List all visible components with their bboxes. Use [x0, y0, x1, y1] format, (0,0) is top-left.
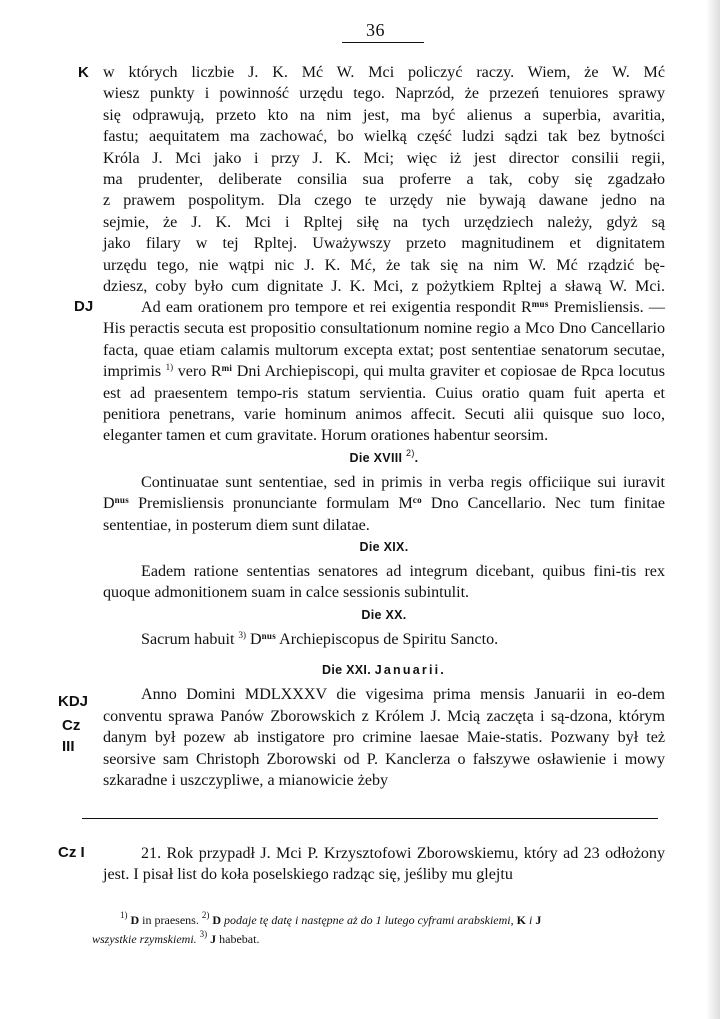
paragraph-text: vero R [173, 363, 222, 381]
footnote-siglum: K [516, 913, 526, 927]
text-line: ma prudenter, deliberate consilia sua proferre a tak, coby się zgadzało [103, 171, 665, 189]
page-edge-shadow [706, 0, 720, 1019]
paragraph-text: Dni Archiepiscopi, qui multa graviter et copiosae de Rpca locutus est ad praesentem tempo-ris statum servientia. Cuius oratio quam fuit aperta et penitiora penetrans, varie hominum animos affecit. Secuti alii quisque suo loco, eleganter tamen et cum gravitate. Horum orationes habentur seorsim. [103, 363, 665, 445]
heading-text: Januarii. [374, 663, 446, 678]
paragraph-text: D [245, 630, 262, 648]
footnote-text: i [525, 913, 536, 927]
heading-die-xx: Die XX. [361, 607, 407, 622]
footnote-siglum: D [130, 913, 140, 927]
margin-siglum-iii: III [62, 738, 75, 755]
heading-text: Die XVIII [349, 450, 407, 465]
text-line: dziesz, coby było cum dignitate J. K. Mci, z pożytkiem Rpltej a sławą W. Mci. [103, 278, 665, 296]
margin-siglum-dj: DJ [74, 298, 94, 315]
footnote-ref: 1) [165, 362, 174, 373]
paragraph-text: Premisliensis. — His peractis secuta est propositio consultationum nomine regio a Mco Dno Cancellario facta, quae etiam calamis multorum excepta extat; post sententiae senatorum secutae, imprimis [103, 299, 665, 381]
footnotes [92, 911, 664, 949]
footnote-text: habebat. [216, 932, 260, 946]
section-divider [82, 818, 658, 819]
paragraph-oratio [103, 297, 665, 447]
paragraph-text: Ad eam orationem pro tempore et rei exigentia respondit R [141, 299, 532, 316]
text-line: Króla J. Mci jako i przy J. K. Mci; więc iż jest director consilii regii, [103, 149, 665, 167]
text-block-cz-i [103, 843, 665, 886]
text-line: fastu; aequitatem ma zachować, bo wielką część ludzi sądzi tak bez bytności [103, 128, 665, 146]
footnote-text: podaje tę datę i następne aż do 1 lutego cyframi arabskiemi, [221, 913, 517, 927]
margin-siglum-cz: Cz [62, 717, 81, 734]
footnote-siglum: J [210, 932, 217, 946]
text-line: urzędu tego, nie wątpi nic J. K. Mć, że tak się na nim W. Mć rządzić bę- [103, 256, 665, 274]
text-line: się odprawują, przeto kto na nim jest, ma być alienus a superbia, avaritia, [103, 106, 665, 124]
page-number: 36 [366, 20, 385, 40]
footnote-line [92, 930, 664, 949]
footnote-text: wszystkie rzymskiemi. [92, 932, 197, 946]
footnote-mark: 2) [201, 910, 210, 920]
footnote-text: in praesens. [139, 913, 202, 927]
paragraph-eadem: Eadem ratione sententias senatores ad integrum dicebant, quibus fini-tis rex quoque admonitionem suam in calce sessionis subintulit. [103, 563, 665, 602]
margin-siglum-k: K [78, 64, 89, 81]
abbrev-superscript: co [412, 495, 422, 506]
heading-die-xviii [103, 447, 665, 472]
paragraph-continuatae [103, 472, 665, 536]
paragraph-anno-domini: Anno Domini MDLXXXV die vigesima prima mensis Januarii in eo-dem conventu sprawa Panów Zborowskich z Królem J. Mcią zaczęta i są-dzona, którym danym był pozew ab instigatore pro crimine laesae Maie-statis. Pozwany był też seorsive sam Christoph Zborowski od P. Kanclerza o fałszywe osławienie i mowy szkaradne i uszczypliwe, a mianowicie żeby [103, 686, 665, 789]
paragraph-text: Archiepiscopus de Spiritu Sancto. [276, 630, 499, 648]
text-flow [103, 297, 665, 791]
footnote-mark: 1) [120, 910, 128, 920]
heading-text: Die XXI. [322, 663, 375, 678]
page-number-rule [342, 42, 424, 43]
paragraph-text: Sacrum habuit [141, 630, 239, 648]
footnote-ref: 2) [406, 447, 415, 458]
text-line: sejmie, że J. K. Mci i Rpltej siłę na tych urzędziech należy, gdyż są [103, 213, 665, 231]
abbrev-superscript: mi [221, 363, 233, 374]
abbrev-superscript: nus [261, 630, 277, 641]
text-block-1 [103, 62, 665, 297]
heading-die-xix: Die XIX. [359, 540, 409, 555]
paragraph-text: Continuatae sunt sententiae, sed in primis in verba regis officiique sui iuravit D [103, 473, 665, 513]
paragraph-sacrum [103, 629, 665, 650]
heading-die-xxi [103, 650, 665, 684]
paragraph-text: Premisliensis pronunciante formulam M [129, 495, 413, 513]
footnote-siglum: D [212, 913, 221, 927]
text-line: z prawem pospolitym. Dla czego te urzędy nie bywają dawane jedno na [103, 192, 665, 210]
footnote-siglum: J [535, 913, 542, 927]
heading-text: . [414, 450, 419, 465]
footnote-ref: 3) [238, 629, 246, 640]
footnote-line [92, 911, 664, 930]
text-line: jako filary w tej Rpltej. Uważywszy przeto magnitudinem et dignitatem [103, 235, 665, 253]
text-line: wiesz punkty i powinność urzędu tego. Naprzód, że przezeń tenuiores sprawy [103, 85, 665, 103]
margin-siglum-kdj: KDJ [58, 693, 89, 710]
margin-siglum-czi: Cz I [58, 844, 85, 861]
paragraph-text: Dno Cancellario. Nec tum finitae sententiae, in posterum diem sunt dilatae. [103, 495, 665, 534]
paragraph-rok-przypadl: 21. Rok przypadł J. Mci P. Krzysztofowi Zborowskiemu, który ad 23 odłożony jest. I pisał list do koła poselskiego radząc się, jeśliby mu glejtu [103, 845, 665, 884]
footnote-mark: 3) [199, 929, 208, 939]
abbrev-superscript: mus [531, 299, 549, 309]
text-line: w których liczbie J. K. Mć W. Mci policzyć raczy. Wiem, że W. Mć [103, 64, 665, 81]
abbrev-superscript: nus [114, 495, 130, 506]
